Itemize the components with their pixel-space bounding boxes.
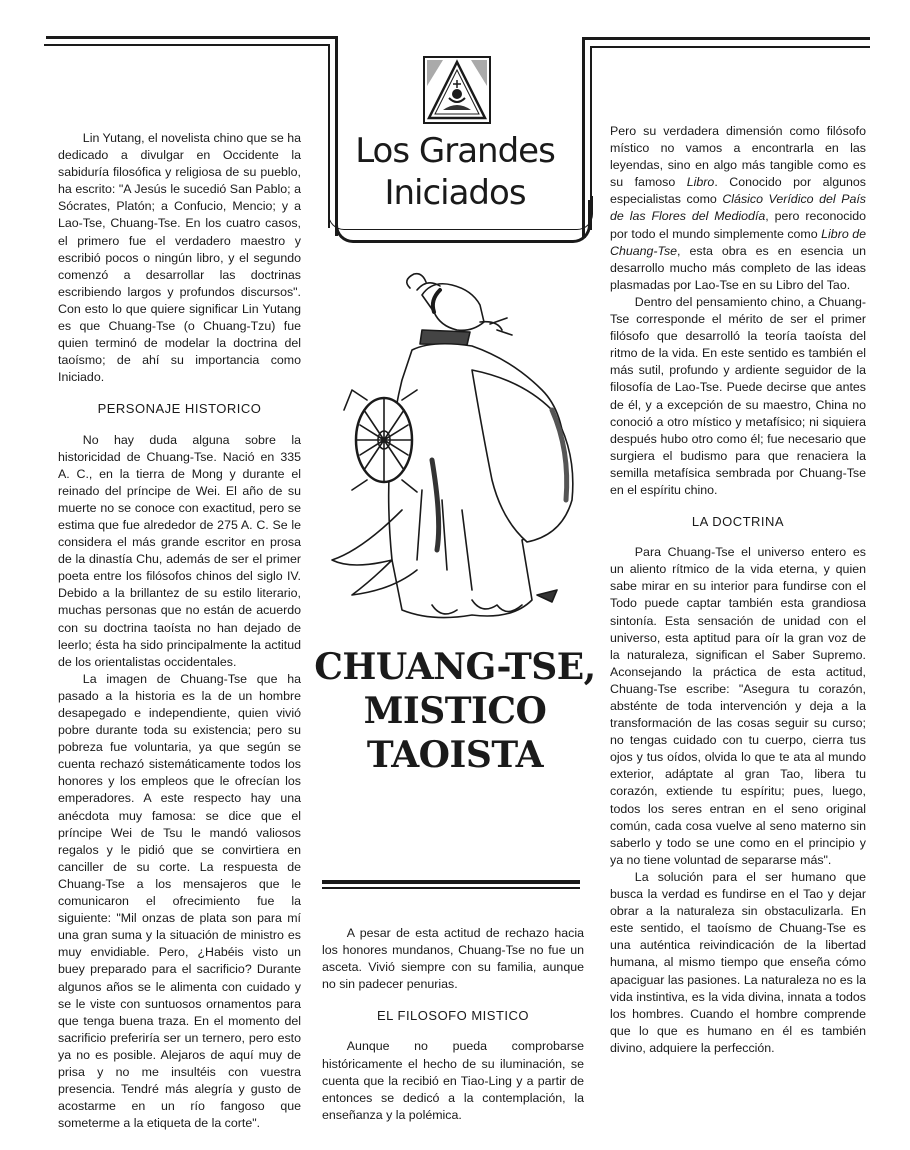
series-title-line-2: Iniciados (384, 173, 526, 213)
section-heading-filosofo-mistico: EL FILOSOFO MISTICO (376, 1008, 530, 1024)
italic-book-title: Libro de Chuang-Tse (610, 226, 867, 258)
right-column (610, 123, 866, 1057)
series-title (330, 130, 580, 214)
header-frame-top-left-outer (46, 36, 338, 39)
headline-line-2: MISTICO (363, 690, 547, 732)
text-run: , pero reconocido por todo el mundo simplemente como (610, 209, 866, 241)
italic-book-title: Clásico Verídico del País de las Flores del Mediodía (610, 192, 866, 224)
headline-rule-thick (322, 880, 580, 884)
headline-line-1: CHUANG-TSE, (314, 646, 596, 688)
text-run: . Conocido por algunos especialistas como (610, 175, 866, 207)
headline-line-3: TAOISTA (366, 734, 544, 776)
series-title-line-1: Los Grandes (355, 131, 555, 171)
right-paragraph-4: La solución para el ser humano que busca la verdad es fundirse en el Tao y dejar obrar a la naturaleza sin obstaculizarla. En este sentido, el taoísmo de Chuang-Tse es una auténtica reivindicación de la libertad humana, al mismo tiempo que enseña cómo apaciguar las pasiones. La naturaleza no es la vida instintiva, es la vida divina, innata a todos los hombres. Cuando el hombre comprende que lo que es humano en él es también divino, adquiere la perfección. (610, 869, 866, 1055)
headline-rule-thin (322, 887, 580, 889)
left-paragraph-3: La imagen de Chuang-Tse que ha pasado a la historia es la de un hombre desapegado e independiente, quien vivió pobre durante toda su existencia; pero su pobreza fue voluntaria, ya que según se cuenta rechazó sistemáticamente todos los honores y los empleos que le ofrecían los emperadores. A este respecto hay una anécdota muy famosa: se dice que el príncipe Wei de Tsu le mandó valiosos regalos y le pidió que se convirtiera en canciller de su corte. La respuesta de Chuang-Tse a los mensajeros que le comunicaron el ofrecimiento fue la siguiente: "Mil onzas de plata son para mí una gran suma y la situación de ministro es muy envidiable. Pero, ¿Habéis visto un buey preparado para el sacrificio? Durante algunos años se le alimenta con cuidado y se le viste con suntuosos ornamentos para que tenga buena traza. En el momento del sacrificio preferiría ser un ternero, pero esto ya no es posible. Alejaros de aquí muy de prisa y no me insultéis con vuestra presencia. Tendré más alegría y gusto de acostarme en un río fangoso que someterme a la etiqueta de la corte". (58, 671, 301, 1131)
header-frame-top-right-outer (582, 37, 870, 40)
section-heading-la-doctrina: LA DOCTRINA (691, 514, 785, 530)
italic-book-title: Libro (686, 175, 715, 190)
triangle-emblem-icon (423, 56, 491, 124)
text-run: , esta obra es en esencia un desarrollo mucho más completo de las ideas plasmadas por Lao-Tse en su Libro del Tao. (610, 243, 866, 292)
right-paragraph-3: Para Chuang-Tse el universo entero es un aliento rítmico de la vida eterna, y quien sabe mirar en su interior para fundirse con el Todo puede captar también esta grandiosa sintonía. Esta sensación de unidad con el universo, esta aptitud para oír la gran voz de la naturaleza, significan el Saber Supremo. Aconsejando la práctica de esta actitud, Chuang-Tse escribe: "Asegura tu corazón, absténte de toda intervención y deja a la transformación de las cosas seguir su curso; no tengas cuidado con tu cuerpo, cierra tus ojos y tus oídos, olvida lo que te ata al mundo exterior, adáptate al gran Tao, libera tu corazón, extiende tu espíritu; pues, luego, todos los seres entran en el seno original común, cada cosa vuelve al seno materno sin saberlo y todo se une como en el principio y ya no tiene voluntad de separarse más". (610, 545, 866, 867)
article-headline (310, 645, 600, 777)
text-run: Pero su verdadera dimensión como filósofo místico no vamos a encontrarla en las leyendas, sino en algo más tangible como es su famoso (610, 124, 866, 190)
header-frame-top-right-inner (590, 46, 870, 48)
left-column (58, 130, 301, 1132)
middle-column (322, 925, 584, 1124)
header-frame-top-left-inner (44, 44, 329, 46)
middle-paragraph-1: A pesar de esta actitud de rechazo hacia los honores mundanos, Chuang-Tse no fue un asceta. Vivió siempre con su familia, aunque no sin padecer penurias. (322, 926, 584, 992)
left-paragraph-1: Lin Yutang, el novelista chino que se ha dedicado a divulgar en Occidente la sabiduría filosófica y religiosa de su pueblo, ha escrito: "A Jesús le sucedió San Pablo; a Sócrates, Platón; a Confucio, Mencio; y a Lao-Tse, Chuang-Tse. En los cuatro casos, el primero fue el verdadero maestro y escribió pocos o ningún libro, y el segundo comenzó a desarrollar las doctrinas escribiendo largos y profundos discursos". Con esto lo que quiere significar Lin Yutang es que Chuang-Tse (o Chuang-Tzu) fue quien terminó de modelar la doctrina del taoísmo; de ahí su importancia como Iniciado. (58, 131, 301, 385)
right-paragraph-1 (610, 123, 866, 294)
chuang-tse-illustration (322, 260, 602, 630)
section-heading-personaje-historico: PERSONAJE HISTORICO (97, 401, 262, 417)
right-paragraph-2: Dentro del pensamiento chino, a Chuang-Tse corresponde el mérito de ser el primer filósofo que desarrolló la teoría taoísta del ritmo de la vida. En este sentido es también el más sutil, profundo y ardiente seguidor de la filosofía de Lao-Tse. Puede decirse que antes de él, y a excepción de su maestro, China no conoció a otro místico y metafísico; ni siquiera después hubo otro como él; fue necesario que surgiera el budismo para que renaciera la semilla metafísica sembrada por Chuang-Tse en el espíritu chino. (610, 294, 866, 497)
middle-paragraph-2: Aunque no pueda comprobarse históricamente el hecho de su iluminación, se cuenta que la recibió en Tiao-Ling y a partir de entonces se dedicó a la contemplación, la enseñanza y la polémica. (322, 1039, 584, 1122)
left-paragraph-2: No hay duda alguna sobre la historicidad de Chuang-Tse. Nació en 335 A. C., en la tierra de Mong y durante el reinado del príncipe de Wei. El año de su muerte no se conoce con exactitud, pero se estima que fue alrededor de 275 A. C. Se le considera el más grande escritor en prosa de la dinastía Chu, además de ser el primer poeta entre los filósofos chinos del siglo IV. Debido a la brillantez de su estilo literario, muchas personas que no están de acuerdo con su doctrina taoísta no han dejado de leerlo; ésta ha sido principalmente la actitud de los orientalistas occidentales. (58, 432, 301, 669)
